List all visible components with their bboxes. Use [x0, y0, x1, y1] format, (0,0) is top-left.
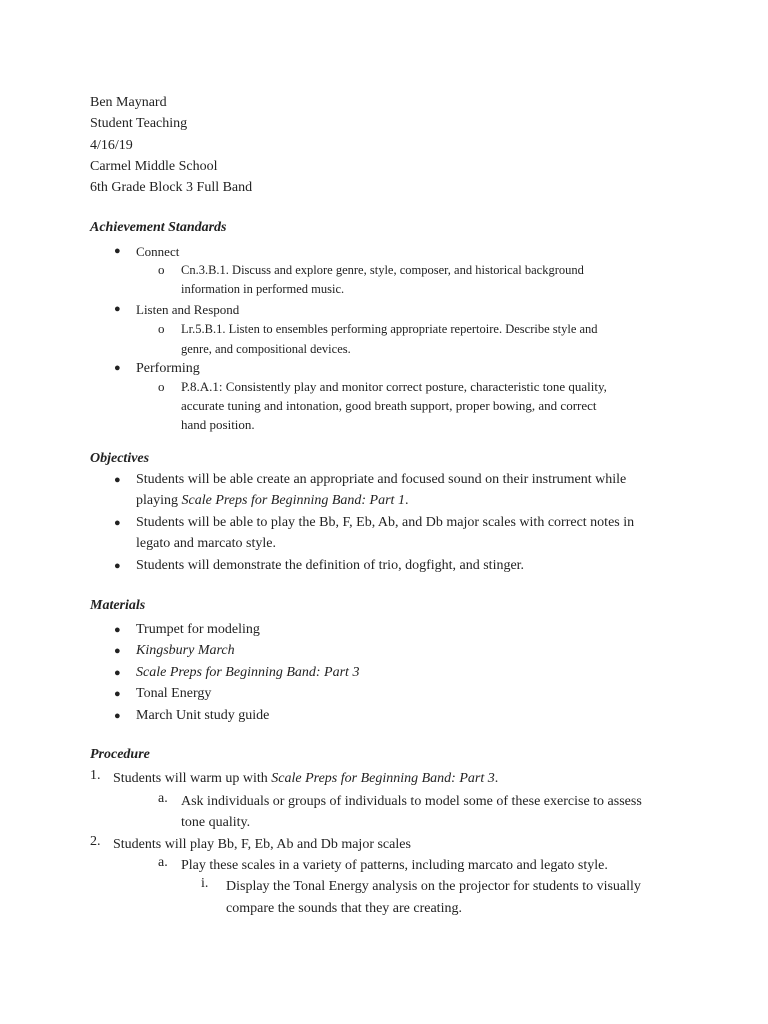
- bullet-icon: ●: [114, 667, 121, 679]
- procedure-step-1a-line1: Ask individuals or groups of individuals to model some of these exercise to assess: [181, 794, 642, 809]
- substep-marker: a.: [158, 855, 168, 870]
- material-item: March Unit study guide: [136, 708, 270, 723]
- subsubstep-marker: i.: [201, 876, 209, 891]
- bullet-icon: ●: [114, 517, 121, 529]
- header-block: [90, 92, 252, 198]
- standard-performing-line2: accurate tuning and intonation, good breath support, proper bowing, and correct: [181, 398, 597, 413]
- procedure-step-2ai-line2: compare the sounds that they are creating.: [226, 901, 462, 916]
- bullet-icon: ●: [114, 245, 121, 257]
- objective-1-title: Scale Preps for Beginning Band: Part 1: [181, 493, 405, 508]
- standard-listen-line2: genre, and compositional devices.: [181, 342, 351, 356]
- substep-marker: a.: [158, 791, 168, 806]
- step-number: 1.: [90, 768, 101, 783]
- material-item: Kingsbury March: [136, 643, 235, 658]
- step-1-prefix: Students will warm up with: [113, 771, 272, 786]
- procedure-step-1a-line2: tone quality.: [181, 815, 251, 830]
- objective-1-line2: [136, 490, 408, 511]
- bullet-icon: ●: [114, 688, 121, 700]
- objectives-heading: Objectives: [90, 451, 150, 466]
- class-name: 6th Grade Block 3 Full Band: [90, 180, 253, 196]
- bullet-icon: ●: [114, 624, 121, 636]
- step-1-title: Scale Preps for Beginning Band: Part 3: [271, 771, 495, 786]
- bullet-icon: ●: [114, 645, 121, 657]
- procedure-step-2ai-line1: Display the Tonal Energy analysis on the projector for students to visually: [226, 879, 641, 894]
- bullet-icon: ●: [114, 560, 121, 572]
- objective-1-suffix: .: [404, 493, 409, 508]
- bullet-icon: ●: [114, 303, 121, 315]
- sub-marker: o: [158, 321, 165, 336]
- objective-2-line1: Students will be able to play the Bb, F, Eb, Ab, and Db major scales with correct notes in: [136, 515, 635, 530]
- bullet-icon: ●: [114, 710, 121, 722]
- material-item: Scale Preps for Beginning Band: Part 3: [136, 665, 360, 680]
- materials-heading: Materials: [90, 598, 146, 613]
- standard-listen-line1: Lr.5.B.1. Listen to ensembles performing appropriate repertoire. Describe style and: [181, 322, 598, 336]
- objective-3-line1: Students will demonstrate the definition of trio, dogfight, and stinger.: [136, 558, 525, 573]
- objective-2-line2: legato and marcato style.: [136, 536, 276, 551]
- author-name: Ben Maynard: [90, 95, 167, 110]
- step-1-suffix: .: [494, 771, 499, 786]
- standard-listen-label: Listen and Respond: [136, 302, 240, 317]
- material-item: Trumpet for modeling: [136, 622, 260, 637]
- author-role: Student Teaching: [90, 116, 188, 132]
- standard-connect-label: Connect: [136, 244, 180, 259]
- procedure-step-2a: Play these scales in a variety of patterns, including marcato and legato style.: [181, 858, 608, 873]
- procedure-step-2: Students will play Bb, F, Eb, Ab and Db major scales: [113, 837, 411, 852]
- sub-marker: o: [158, 379, 165, 394]
- bullet-icon: ●: [114, 474, 121, 486]
- objective-1-line1: Students will be able create an appropriate and focused sound on their instrument while: [136, 472, 627, 487]
- procedure-step-1: [113, 768, 498, 789]
- school-name: Carmel Middle School: [90, 158, 218, 174]
- bullet-icon: ●: [114, 362, 121, 374]
- standard-performing-line3: hand position.: [181, 417, 255, 432]
- lesson-date: 4/16/19: [90, 137, 133, 153]
- procedure-heading: Procedure: [90, 747, 150, 762]
- objective-1-prefix: playing: [136, 493, 182, 508]
- standard-connect-line2: information in performed music.: [181, 282, 345, 296]
- step-number: 2.: [90, 834, 101, 849]
- standard-performing-label: Performing: [136, 361, 200, 376]
- standard-performing-line1: P.8.A.1: Consistently play and monitor correct posture, characteristic tone quality,: [181, 379, 607, 394]
- sub-marker: o: [158, 262, 165, 277]
- standard-connect-line1: Cn.3.B.1. Discuss and explore genre, style, composer, and historical background: [181, 263, 584, 277]
- material-item: Tonal Energy: [136, 686, 212, 701]
- achievement-standards-heading: Achievement Standards: [90, 220, 227, 235]
